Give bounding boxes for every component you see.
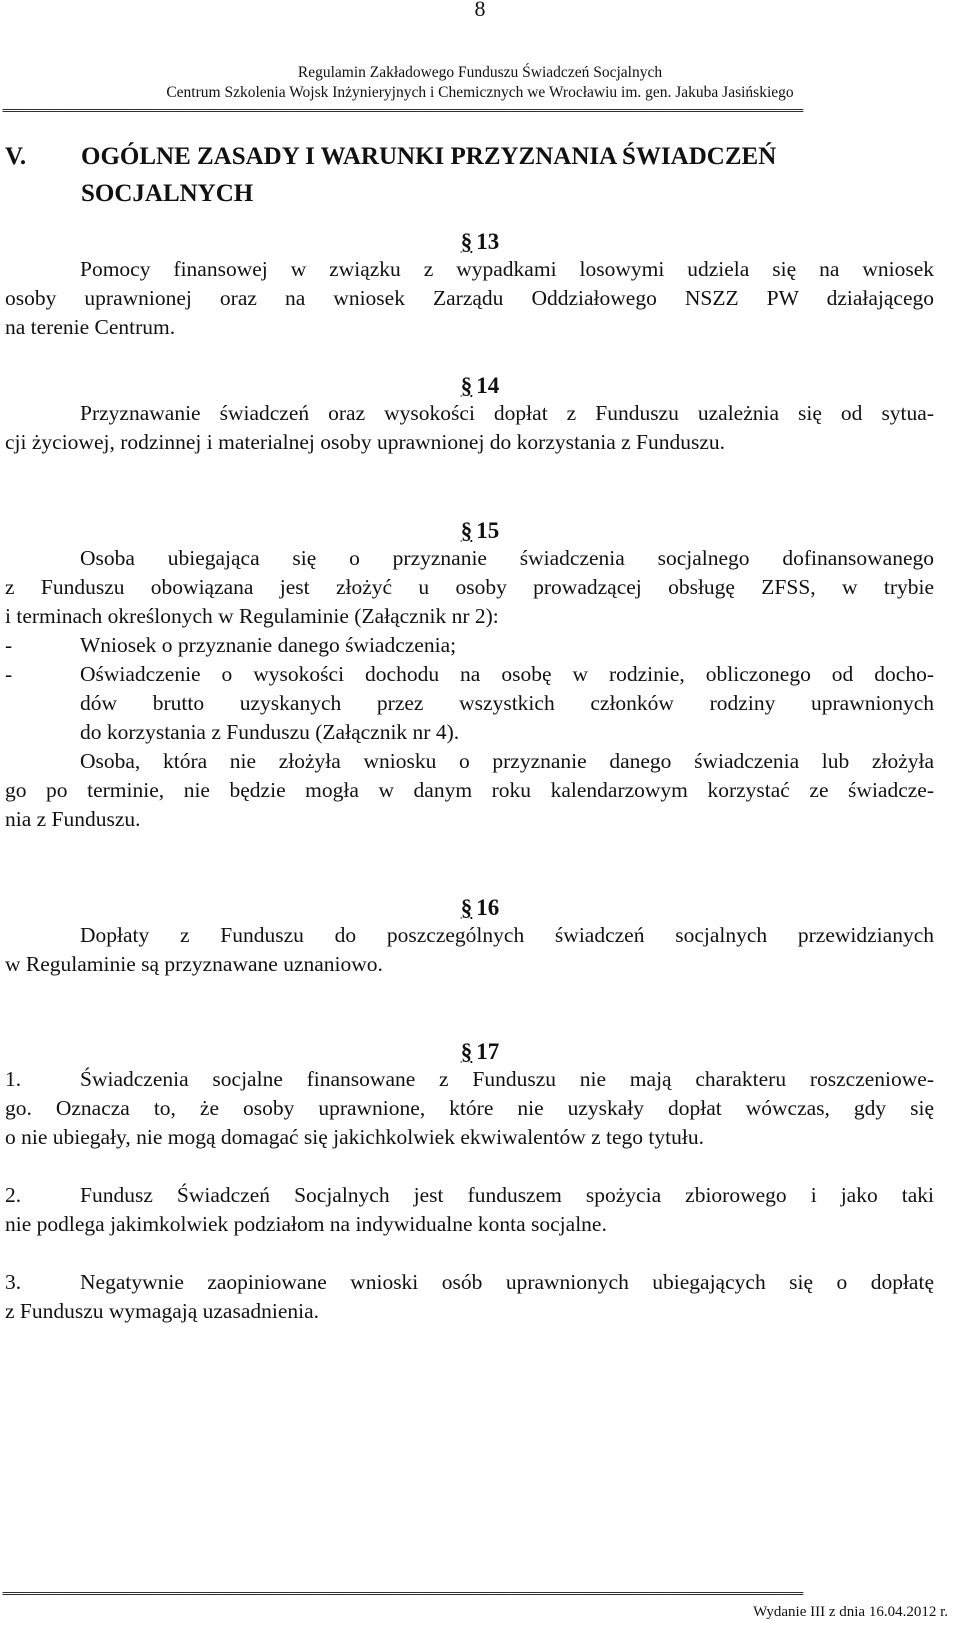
list-dash: - [5,633,13,657]
list-item [5,660,934,690]
paragraph: z Funduszu obowiązana jest złożyć u osoby prowadzącej obsługę ZFSS, w trybie [5,575,934,599]
list-item-text: Oświadczenie o wysokości dochodu na osobę w rodzinie, obliczonego od docho- [80,662,934,686]
section-symbol: § [460,518,473,543]
footer-edition: Wydanie III z dnia 16.04.2012 r. [753,1604,948,1620]
numbered-item [5,1268,934,1298]
item-number: 3. [5,1270,22,1294]
section-number: 15 [476,518,500,543]
paragraph: w Regulaminie są przyznawane uznaniowo. [5,952,383,976]
paragraph: go po terminie, nie będzie mogła w danym roku kalendarzowym korzystać ze świadcze- [5,778,934,802]
paragraph: o nie ubiegały, nie mogą domagać się jakichkolwiek ekwiwalentów z tego tytułu. [5,1125,704,1149]
paragraph: Osoba, która nie złożyła wniosku o przyznanie danego świadczenia lub złożyła [80,749,934,773]
paragraph: Dopłaty z Funduszu do poszczególnych świadczeń socjalnych przewidzianych [80,923,934,947]
item-text: Negatywnie zaopiniowane wnioski osób uprawnionych ubiegających się o dopłatę [80,1270,934,1294]
page-number: 8 [474,0,486,21]
section-number: 16 [476,895,500,920]
section-number: 14 [476,373,500,398]
section-heading-15 [0,517,960,545]
section-heading-13 [0,228,960,256]
paragraph: nie podlega jakimkolwiek podziałom na indywidualne konta socjalne. [5,1212,607,1236]
paragraph: na terenie Centrum. [5,315,176,339]
paragraph: Osoba ubiegająca się o przyznanie świadczenia socjalnego dofinansowanego [80,546,934,570]
list-dash: - [5,662,13,686]
paragraph: nia z Funduszu. [5,807,141,831]
list-item-text: Wniosek o przyznanie danego świadczenia; [80,633,457,657]
header-title: Regulamin Zakładowego Funduszu Świadczeń Socjalnych [297,64,663,81]
section-symbol: § [460,895,473,920]
paragraph: Pomocy finansowej w związku z wypadkami losowymi udziela się na wniosek [80,257,934,281]
list-item [5,631,934,661]
item-text: Świadczenia socjalne finansowane z Funduszu nie mają charakteru roszczeniowe- [80,1067,934,1091]
header-rule: ================================================================================================================================================= [2,105,803,117]
numbered-item [5,1065,934,1095]
item-number: 1. [5,1067,22,1091]
paragraph: osoby uprawnionej oraz na wniosek Zarządu Oddziałowego NSZZ PW działającego [5,286,934,310]
section-heading-14 [0,372,960,400]
paragraph: cji życiowej, rodzinnej i materialnej osoby uprawnionej do korzystania z Funduszu. [5,430,726,454]
chapter-title-line1: OGÓLNE ZASADY I WARUNKI PRZYZNANIA ŚWIADCZEŃ [81,143,777,170]
section-symbol: § [460,1039,473,1064]
item-number: 2. [5,1183,22,1207]
footer-rule: ================================================================================================================================================= [2,1588,803,1600]
paragraph: go. Oznacza to, że osoby uprawnione, które nie uzyskały dopłat wówczas, gdy się [5,1096,934,1120]
chapter-number: V. [5,143,27,170]
header-subtitle: Centrum Szkolenia Wojsk Inżynieryjnych i Chemicznych we Wrocławiu im. gen. Jakuba Jasińskiego [166,84,794,101]
item-text: Fundusz Świadczeń Socjalnych jest funduszem spożycia zbiorowego i jako taki [80,1183,934,1207]
section-number: 13 [476,229,500,254]
list-item-continued: dów brutto uzyskanych przez wszystkich członków rodziny uprawnionych [80,691,934,715]
section-symbol: § [460,373,473,398]
chapter-heading [5,138,905,212]
paragraph: Przyznawanie świadczeń oraz wysokości dopłat z Funduszu uzależnia się od sytua- [80,401,934,425]
paragraph: i terminach określonych w Regulaminie (Załącznik nr 2): [5,604,499,628]
section-heading-17 [0,1038,960,1066]
chapter-title-line2: SOCJALNYCH [81,180,254,207]
section-symbol: § [460,229,473,254]
section-number: 17 [476,1039,500,1064]
numbered-item [5,1181,934,1211]
section-heading-16 [0,894,960,922]
list-item-continued: do korzystania z Funduszu (Załącznik nr 4). [80,720,460,744]
paragraph: z Funduszu wymagają uzasadnienia. [5,1299,320,1323]
